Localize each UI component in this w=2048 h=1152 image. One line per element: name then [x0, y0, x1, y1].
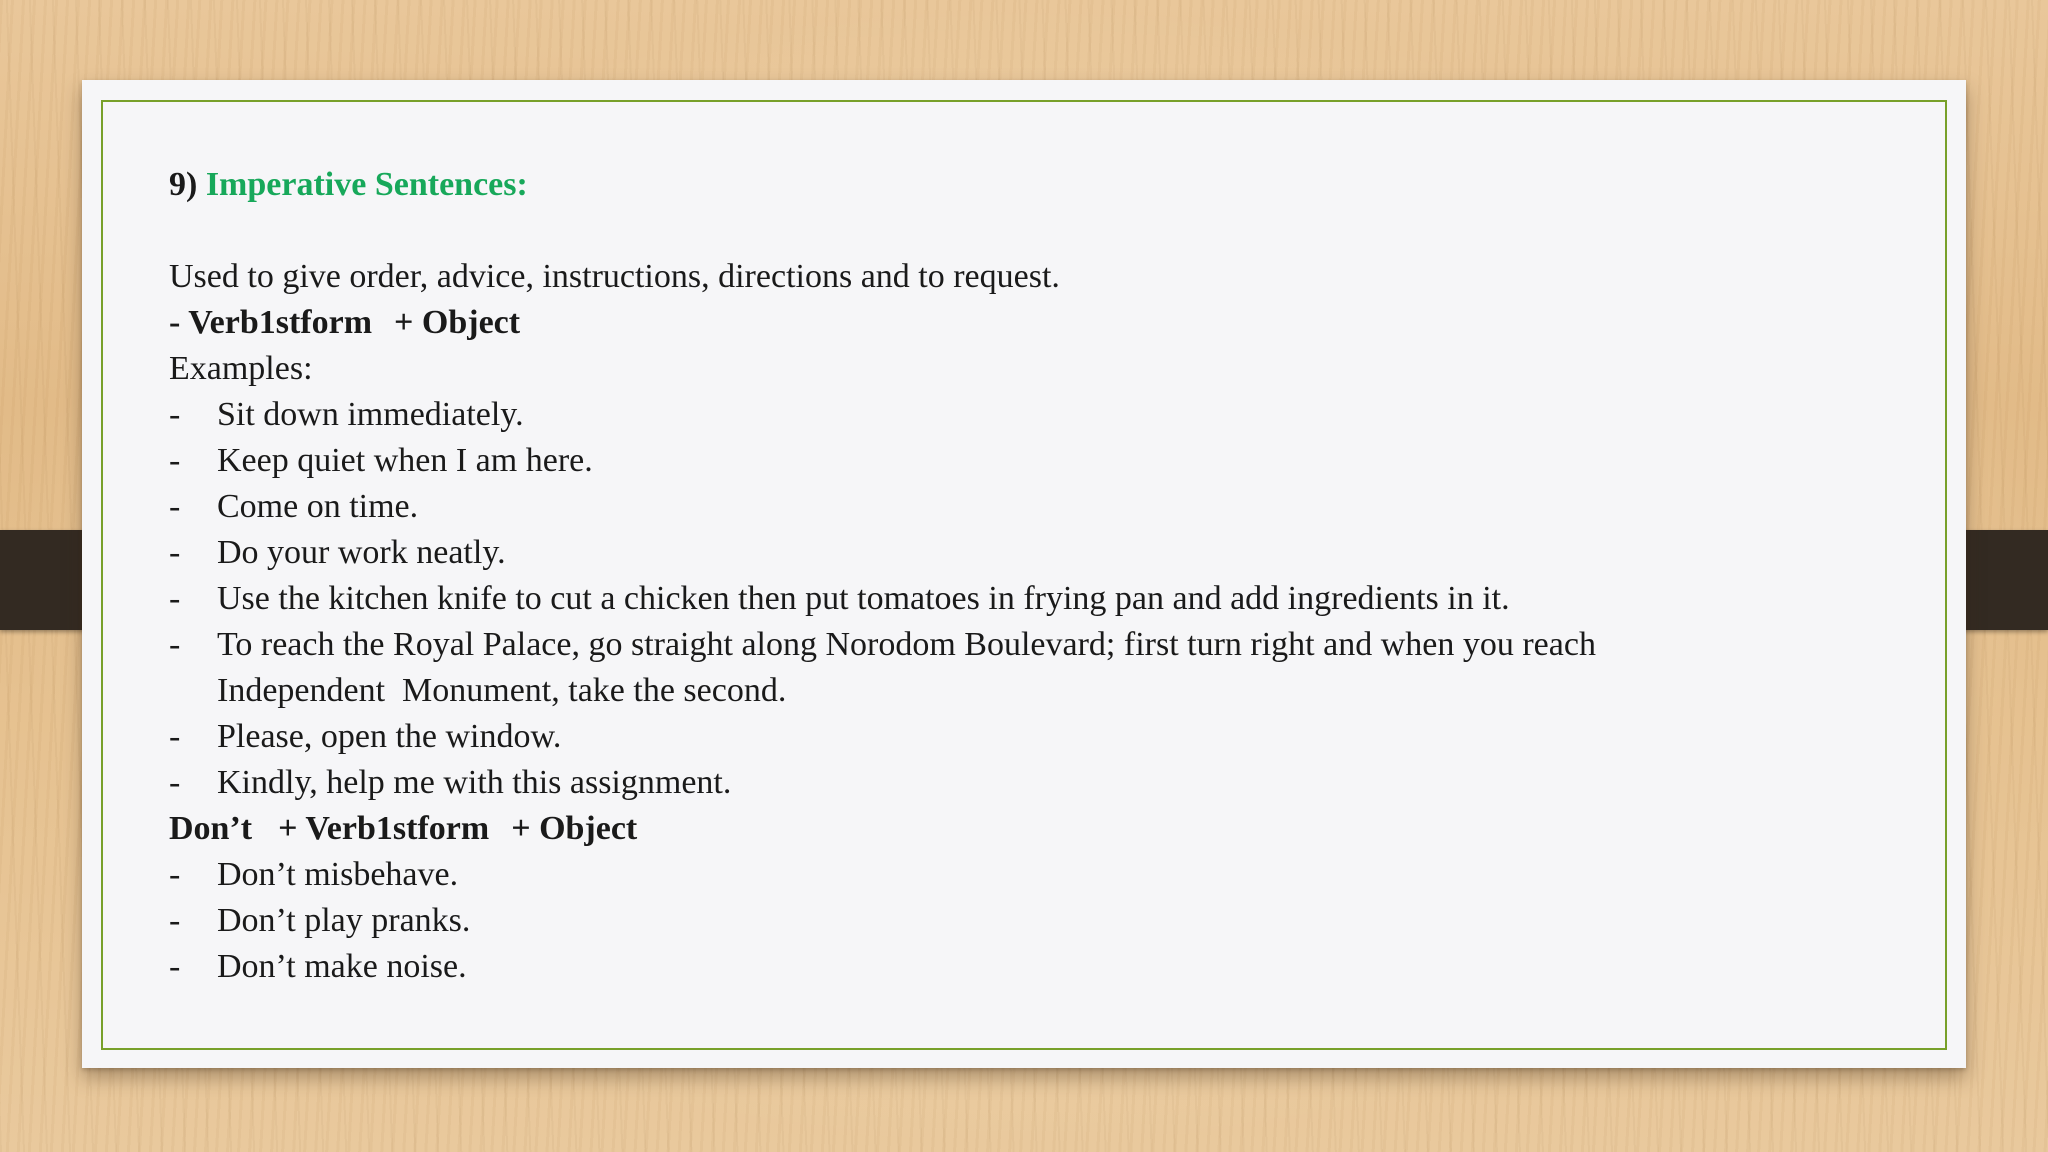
example-text: Use the kitchen knife to cut a chicken then put tomatoes in frying pan and add ingredients in it. [217, 580, 1510, 617]
list-item [169, 392, 1889, 438]
heading-title: Imperative Sentences: [205, 166, 528, 203]
bullet-dash: - [169, 534, 181, 571]
slide-card [82, 80, 1966, 1068]
formula-plus: + [278, 810, 298, 847]
bullet-dash: - [169, 396, 181, 433]
bullet-dash: - [169, 856, 181, 893]
list-item [169, 898, 1889, 944]
formula-dont: Don’t [169, 810, 253, 847]
example-text: To reach the Royal Palace, go straight along Norodom Boulevard; first turn right and when you reach [217, 626, 1596, 663]
list-item [169, 576, 1889, 622]
formula-object: Object [421, 304, 521, 341]
list-item [169, 852, 1889, 898]
slide-content [169, 162, 1889, 990]
formula-verb: Verb1stform [305, 810, 490, 847]
example-text: Don’t play pranks. [217, 902, 471, 939]
bullet-dash: - [169, 626, 181, 663]
example-text: Do your work neatly. [217, 534, 506, 571]
formula-plus: + [511, 810, 531, 847]
list-item [169, 438, 1889, 484]
bullet-dash: - [169, 902, 181, 939]
list-item [169, 622, 1889, 668]
example-text: Please, open the window. [217, 718, 562, 755]
example-text: Keep quiet when I am here. [217, 442, 593, 479]
example-text: Come on time. [217, 488, 419, 525]
bullet-dash: - [169, 580, 181, 617]
example-text: Sit down immediately. [217, 396, 524, 433]
heading-number: 9) [169, 166, 198, 203]
formula-plus: + [394, 304, 414, 341]
formula-verb: - Verb1stform [169, 304, 373, 341]
example-text: Independent Monument, take the second. [217, 672, 787, 709]
list-item [169, 530, 1889, 576]
examples-label: Examples: [169, 350, 313, 387]
list-item [169, 484, 1889, 530]
example-text: Don’t misbehave. [217, 856, 459, 893]
formula-object: Object [539, 810, 638, 847]
bullet-dash: - [169, 764, 181, 801]
list-item [169, 944, 1889, 990]
list-item [169, 760, 1889, 806]
description-text: Used to give order, advice, instructions, directions and to request. [169, 258, 1060, 295]
bullet-dash: - [169, 948, 181, 985]
bullet-dash: - [169, 488, 181, 525]
list-item-continuation [169, 668, 1889, 714]
bullet-dash: - [169, 442, 181, 479]
slide-heading [169, 162, 1889, 208]
list-item [169, 714, 1889, 760]
example-text: Kindly, help me with this assignment. [217, 764, 732, 801]
bullet-dash: - [169, 718, 181, 755]
example-text: Don’t make noise. [217, 948, 467, 985]
formula-negative [169, 806, 1889, 852]
formula-positive [169, 300, 1889, 346]
